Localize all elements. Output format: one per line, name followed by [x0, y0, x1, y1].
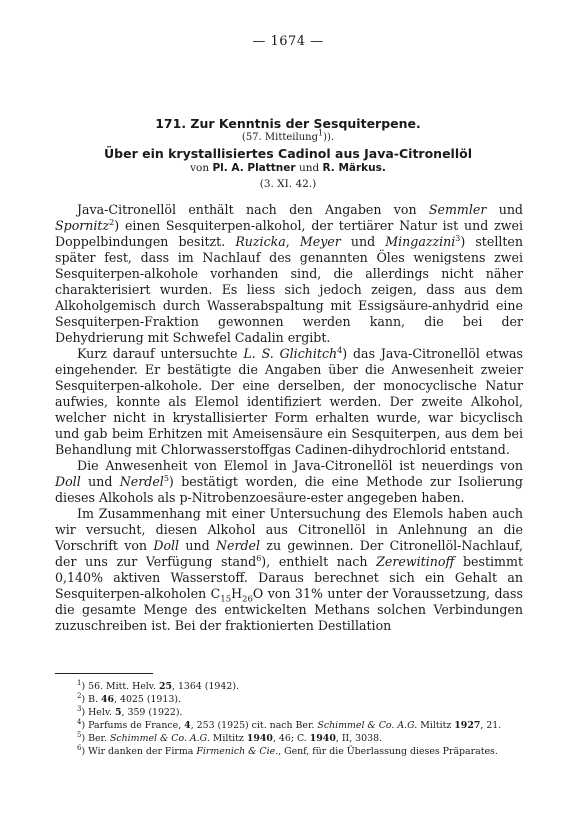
- footnote: $^2$) B. 46, 4025 (1913).: [77, 691, 181, 705]
- footnote-ref: 6: [256, 553, 262, 563]
- author-name: R. Märkus.: [322, 162, 386, 174]
- paragraph: Kurz darauf untersuchte L. S. Glichitch$^4$) das Java-Citronellöl etwas eingehender. Er bestätigte die Angaben über die Anwesenheit zweier Sesquiterpen-alkohole. Der eine derselben, der monocyclische Natur aufwies, konnte als Elemol identifiziert werden. Der zweite Alkohol, welcher nicht in krystallisierter Form erhalten wurde, war bicyclisch und gab beim Erhitzen mit Ameisensäure ein Sesquiterpen, aus dem bei Behandlung mit Chlorwasserstoffgas Cadinen-dihydrochlorid entstand.: [55, 345, 523, 457]
- cited-author: Ruzicka: [235, 234, 286, 249]
- footnote-divider: [55, 673, 153, 674]
- cited-author: Semmler: [428, 202, 487, 217]
- cited-author: Nerdel: [215, 538, 261, 553]
- footnotes: [55, 680, 523, 758]
- received-date: (3. XI. 42.): [259, 178, 317, 190]
- footnote: $^5$) Ber. Schimmel & Co. A.G. Miltitz 1940, 46; C. 1940, II, 3038.: [77, 730, 383, 744]
- authors-line: von Pl. A. Plattner und R. Märkus.: [190, 162, 386, 174]
- cited-author: Mingazzini: [385, 234, 456, 249]
- cited-author: Spornitz: [55, 218, 110, 233]
- footnote: $^6$) Wir danken der Firma Firmenich & Cie., Genf, für die Überlassung dieses Präparates.: [77, 743, 498, 757]
- cited-author: Doll: [153, 538, 180, 553]
- footnote: $^4$) Parfums de France, 4, 253 (1925) cit. nach Ber. Schimmel & Co. A.G. Miltitz 1927, 21.: [77, 717, 502, 731]
- page-number: — 1674 —: [252, 34, 324, 49]
- author-name: Pl. A. Plattner: [212, 162, 296, 174]
- footnote-ref: 2: [109, 217, 115, 227]
- cited-author: Doll: [55, 474, 81, 489]
- footnote-ref: 5: [163, 473, 169, 483]
- paragraph: Java-Citronellöl enthält nach den Angaben von Semmler und Spornitz$^2$) einen Sesquiterpen-alkohol, der tertiärer Natur ist und zwei Doppelbindungen besitzt. Ruzicka, Meyer und Mingazzini$^3$) stellten später fest, dass im Nachlauf des genannten Öles wenigstens zwei Sesquiterpen-alkohole vorhanden sind, die allerdings nicht näher charakterisiert wurden. Es liess sich jedoch zeigen, dass aus dem Alkoholgemisch durch Wasserabspaltung mit Essigsäure-anhydrid eine Sesquiterpen-Fraktion gewonnen werden kann, die bei der Dehydrierung mit Schwefel Cadalin ergibt.: [55, 202, 524, 345]
- cited-author: L. S. Glichitch: [243, 346, 338, 361]
- paragraph: Im Zusammenhang mit einer Untersuchung des Elemols haben auch wir versucht, diesen Alkohol aus Citronellöl in Anlehnung an die Vorschrift von Doll und Nerdel zu gewinnen. Der Citronellöl-Nachlauf, der uns zur Verfügung stand$^6$), enthielt nach Zerewitinoff bestimmt 0,140% aktiven Wasserstoff. Daraus berechnet sich ein Gehalt an Sesquiterpen-alkoholen $C_{15}H_{26}O$ von 31% unter der Voraussetzung, dass die gesamte Menge des entwickelten Methans solchen Verbindungen zuzuschreiben ist. Bei der fraktionierten Destillation: [55, 506, 524, 633]
- cited-author: Nerdel: [119, 474, 164, 489]
- footnote: $^3$) Helv. 5, 359 (1922).: [77, 704, 183, 718]
- body-text: [55, 202, 523, 634]
- footnote-ref: 4: [337, 345, 343, 355]
- footnote: $^1$) 56. Mitt. Helv. 25, 1364 (1942).: [77, 678, 239, 692]
- article-title: 171. Zur Kenntnis der Sesquiterpene.: [155, 116, 421, 131]
- cited-author: Zerewitinoff: [376, 554, 455, 569]
- communication-number: (57. Mitteilung$^1$)).: [241, 128, 335, 143]
- footnote-ref: 1: [317, 128, 324, 138]
- article-subtitle: Über ein krystallisiertes Cadinol aus Java-Citronellöl: [104, 146, 472, 161]
- paragraph: Die Anwesenheit von Elemol in Java-Citronellöl ist neuerdings von Doll und Nerdel$^5$) bestätigt worden, die eine Methode zur Isolierung dieses Alkohols als p-Nitrobenzoesäure-ester angegeben haben.: [55, 458, 523, 505]
- cited-author: Meyer: [299, 234, 341, 249]
- footnote-ref: 3: [455, 233, 461, 243]
